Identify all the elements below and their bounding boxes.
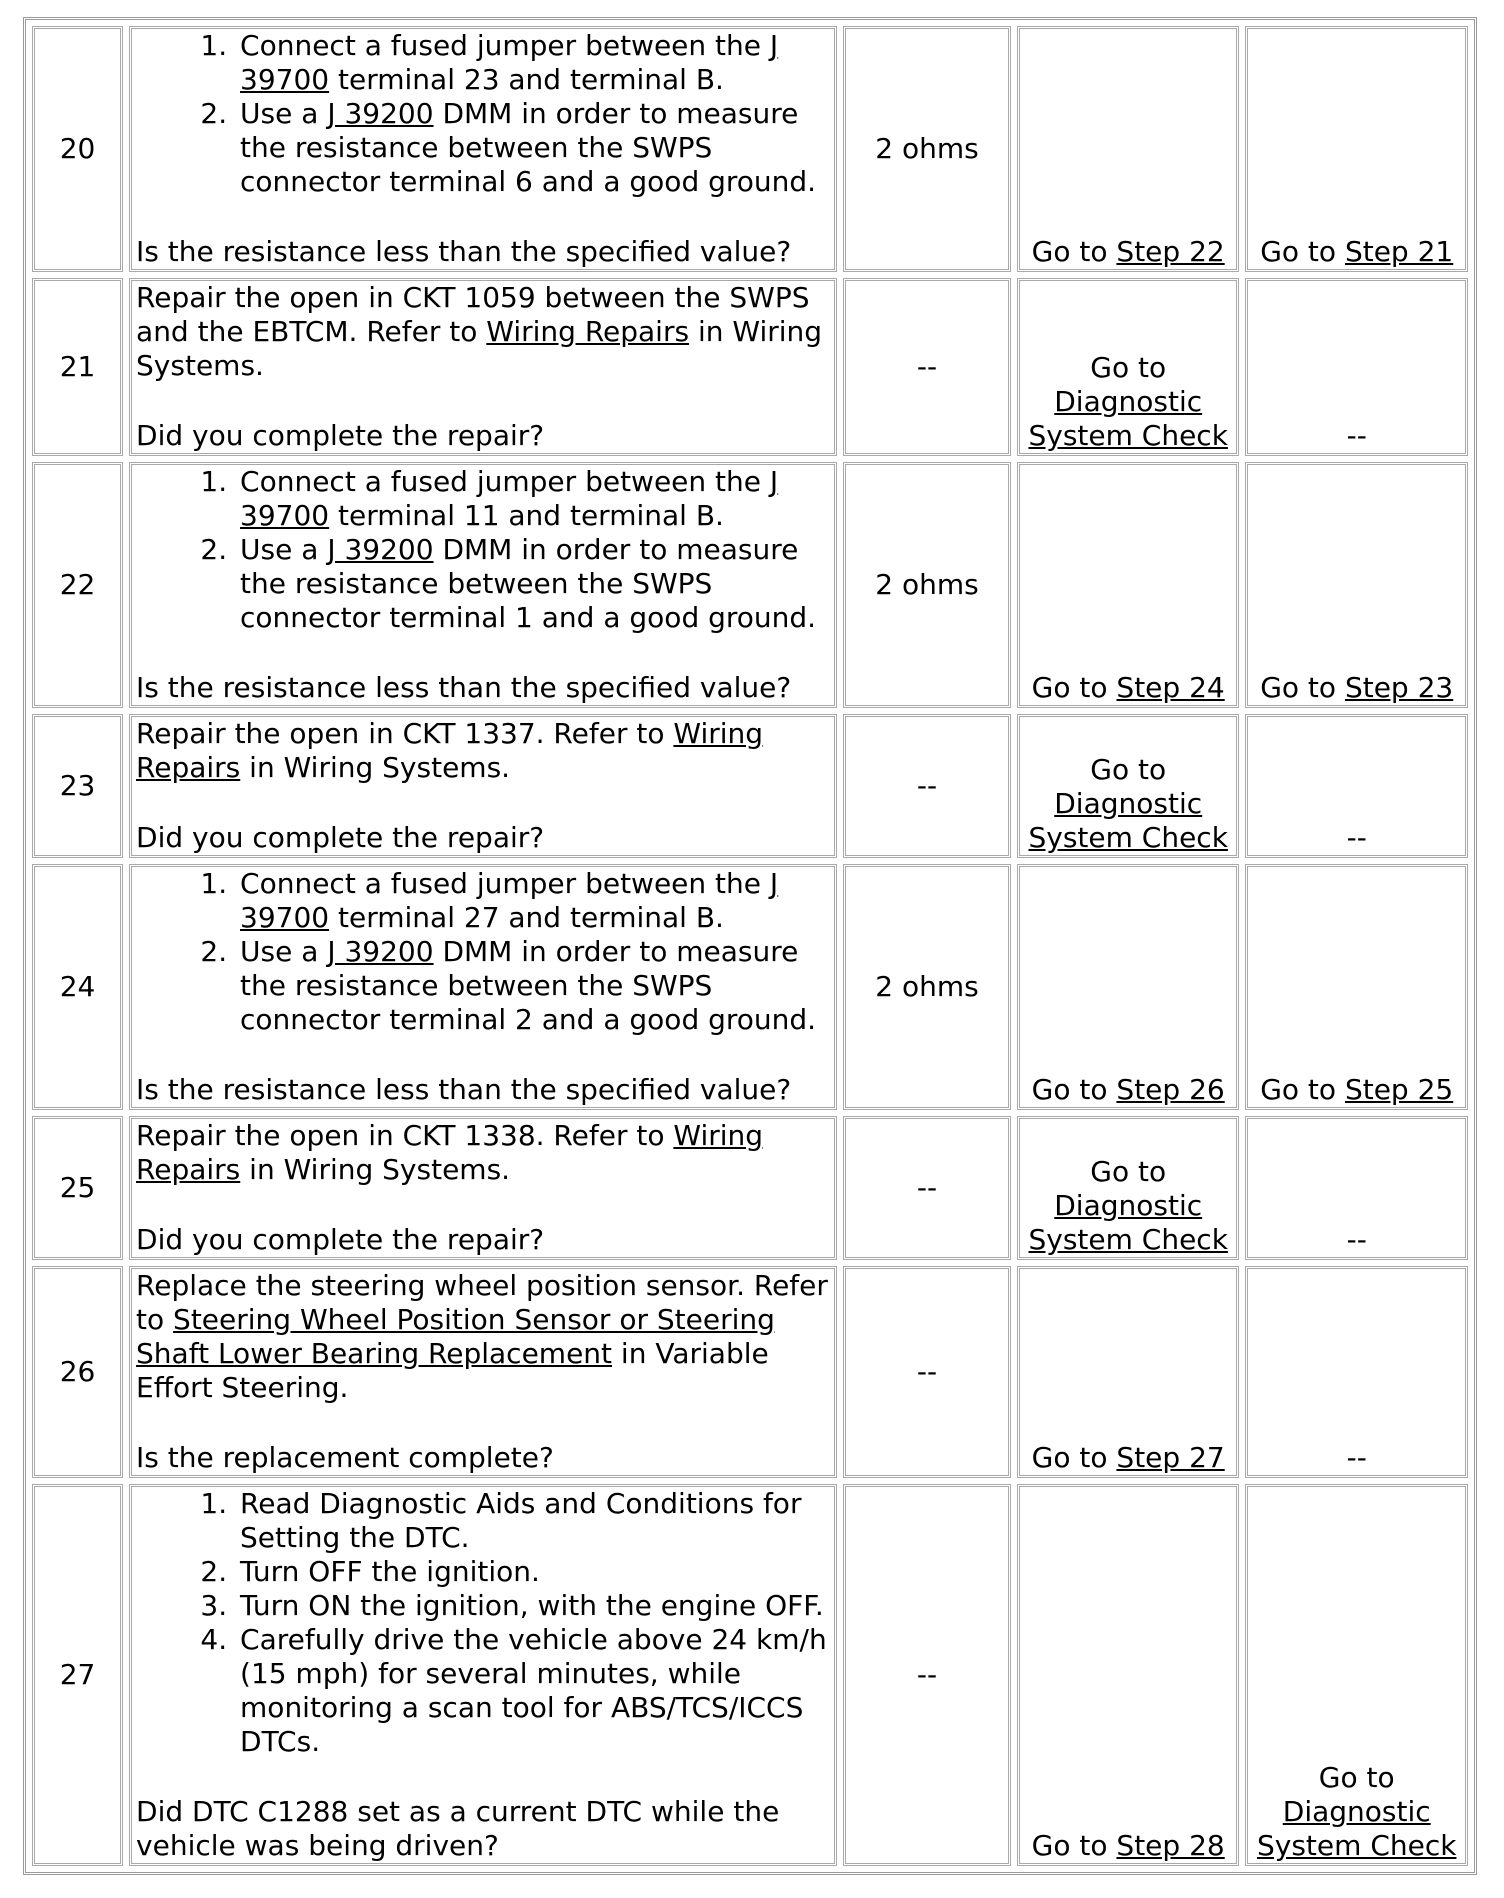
value-cell: -- [843,1266,1011,1478]
yes-prefix: Go to [1031,1073,1117,1106]
yes-cell [1017,278,1240,456]
yes-prefix: Go to [1031,1441,1117,1474]
no-text: -- [1346,821,1367,854]
yes-prefix: Go to [1090,753,1167,786]
instruction-item [236,465,830,533]
no-cell [1245,1484,1468,1866]
yes-cell [1017,714,1240,858]
question-text: Did you complete the repair? [136,419,545,452]
no-cell [1245,26,1468,272]
question-text: Is the resistance less than the specified value? [136,671,792,704]
action-cell [129,26,837,272]
action-content [136,717,830,855]
text-segment: terminal 27 and terminal B. [329,901,724,934]
value-cell: 2 ohms [843,864,1011,1110]
yes-prefix: Go to [1031,1829,1117,1862]
diagnostic-steps-table [23,17,1477,1875]
yes-cell [1017,1116,1240,1260]
yes-link[interactable]: Diagnostic System Check [1028,1189,1228,1256]
text-segment: Use a [240,97,328,130]
question-text: Is the replacement complete? [136,1441,554,1474]
text-segment: Turn OFF the ignition. [240,1555,540,1588]
no-text: -- [1346,1441,1367,1474]
instruction-item [236,533,830,635]
action-cell [129,714,837,858]
instruction-item [236,1555,830,1589]
text-segment: Use a [240,935,328,968]
instruction-item [236,1623,830,1759]
yes-prefix: Go to [1090,1155,1167,1188]
step-number: 22 [32,462,123,708]
table-row [32,1116,1468,1260]
table-row [32,864,1468,1110]
instruction-item [236,1589,830,1623]
step-number: 21 [32,278,123,456]
table-row [32,462,1468,708]
no-prefix: Go to [1260,671,1345,704]
text-segment: in Variable Effort Steering. [136,1337,769,1404]
action-cell [129,278,837,456]
reference-link[interactable]: Wiring Repairs [136,717,764,784]
value-cell: -- [843,278,1011,456]
instruction-paragraph [136,1269,830,1405]
value-cell: 2 ohms [843,26,1011,272]
yes-link[interactable]: Step 22 [1116,235,1225,268]
reference-link[interactable]: J 39200 [327,935,434,968]
question-text: Did you complete the repair? [136,1223,545,1256]
no-prefix: Go to [1260,1073,1345,1106]
no-cell [1245,714,1468,858]
table-row [32,26,1468,272]
no-link[interactable]: Step 21 [1344,235,1454,268]
yes-prefix: Go to [1031,671,1117,704]
action-content [136,465,830,705]
action-cell [129,1116,837,1260]
step-number: 20 [32,26,123,272]
text-segment: DMM in order to measure the resistance between the SWPS connector terminal 1 and a good ground. [240,533,817,634]
reference-link[interactable]: Wiring Repairs [136,1119,764,1186]
instruction-item [236,935,830,1037]
yes-cell [1017,26,1240,272]
no-cell [1245,1116,1468,1260]
reference-link[interactable]: J 39200 [327,97,434,130]
text-segment: Connect a fused jumper between the [240,867,770,900]
instruction-list [136,867,830,1037]
no-cell [1245,462,1468,708]
no-link[interactable]: Diagnostic System Check [1257,1795,1457,1862]
instruction-paragraph [136,1119,830,1187]
yes-cell [1017,462,1240,708]
text-segment: DMM in order to measure the resistance between the SWPS connector terminal 6 and a good ground. [240,97,817,198]
text-segment: Use a [240,533,328,566]
action-instructions [136,281,830,383]
value-cell: -- [843,714,1011,858]
value-cell: -- [843,1484,1011,1866]
question-text: Is the resistance less than the specified value? [136,1073,792,1106]
action-content [136,1269,830,1475]
reference-link[interactable]: J 39200 [327,533,434,566]
step-number: 24 [32,864,123,1110]
text-segment: in Wiring Systems. [136,315,823,382]
value-cell: 2 ohms [843,462,1011,708]
instruction-list [136,29,830,199]
text-segment: Connect a fused jumper between the [240,465,770,498]
no-link[interactable]: Step 23 [1344,671,1454,704]
table-row [32,1484,1468,1866]
no-text: -- [1346,1223,1367,1256]
action-cell [129,462,837,708]
text-segment: in Wiring Systems. [240,1153,511,1186]
step-number: 25 [32,1116,123,1260]
no-link[interactable]: Step 25 [1344,1073,1454,1106]
text-segment: terminal 23 and terminal B. [329,63,724,96]
step-number: 23 [32,714,123,858]
reference-link[interactable]: Steering Wheel Position Sensor or Steering Shaft Lower Bearing Replacement [136,1303,775,1370]
question-text: Is the resistance less than the specified value? [136,235,792,268]
question-text: Did you complete the repair? [136,821,545,854]
text-segment: Repair the open in CKT 1337. Refer to [136,717,674,750]
text-segment: Repair the open in CKT 1338. Refer to [136,1119,674,1152]
action-content [136,1487,830,1863]
yes-link[interactable]: Diagnostic System Check [1028,787,1228,854]
table-row [32,278,1468,456]
instruction-list [136,465,830,635]
text-segment: Turn ON the ignition, with the engine OFF. [240,1589,824,1622]
no-text: -- [1346,419,1367,452]
yes-link[interactable]: Step 26 [1116,1073,1225,1106]
text-segment: Replace the steering wheel position sensor. Refer to [136,1269,828,1336]
instruction-paragraph [136,281,830,383]
action-cell [129,864,837,1110]
no-prefix: Go to [1260,235,1345,268]
action-instructions [136,1487,830,1759]
table-row [32,714,1468,858]
instruction-paragraph [136,717,830,785]
yes-link[interactable]: Step 24 [1116,671,1225,704]
action-content [136,867,830,1107]
action-cell [129,1484,837,1866]
yes-cell [1017,864,1240,1110]
action-instructions [136,717,830,785]
yes-cell [1017,1266,1240,1478]
no-cell [1245,1266,1468,1478]
instruction-item [236,867,830,935]
reference-link[interactable]: Wiring Repairs [486,315,690,348]
reference-link[interactable]: J 39700 [240,29,779,96]
instruction-list [136,1487,830,1759]
text-segment: Repair the open in CKT 1059 between the SWPS and the EBTCM. Refer to [136,281,810,348]
reference-link[interactable]: J 39700 [240,867,779,934]
text-segment: terminal 11 and terminal B. [329,499,724,532]
no-prefix: Go to [1318,1761,1395,1794]
yes-link[interactable]: Step 28 [1116,1829,1225,1862]
yes-prefix: Go to [1090,351,1167,384]
step-number: 27 [32,1484,123,1866]
yes-cell [1017,1484,1240,1866]
step-number: 26 [32,1266,123,1478]
yes-link[interactable]: Step 27 [1116,1441,1225,1474]
instruction-item [236,97,830,199]
text-segment: Connect a fused jumper between the [240,29,770,62]
action-instructions [136,465,830,635]
table-row [32,1266,1468,1478]
yes-link[interactable]: Diagnostic System Check [1028,385,1228,452]
action-cell [129,1266,837,1478]
action-content [136,29,830,269]
action-instructions [136,867,830,1037]
text-segment: in Wiring Systems. [240,751,511,784]
question-text: Did DTC C1288 set as a current DTC while the vehicle was being driven? [136,1795,780,1862]
text-segment: Carefully drive the vehicle above 24 km/h (15 mph) for several minutes, while monitoring a scan tool for ABS/TCS/ICCS DTCs. [240,1623,827,1758]
no-cell [1245,278,1468,456]
action-content [136,281,830,453]
no-cell [1245,864,1468,1110]
value-cell: -- [843,1116,1011,1260]
reference-link[interactable]: J 39700 [240,465,779,532]
text-segment: Read Diagnostic Aids and Conditions for Setting the DTC. [240,1487,802,1554]
instruction-item [236,29,830,97]
action-instructions [136,1119,830,1187]
yes-prefix: Go to [1031,235,1117,268]
action-content [136,1119,830,1257]
action-instructions [136,29,830,199]
instruction-item [236,1487,830,1555]
text-segment: DMM in order to measure the resistance between the SWPS connector terminal 2 and a good ground. [240,935,817,1036]
action-instructions [136,1269,830,1405]
